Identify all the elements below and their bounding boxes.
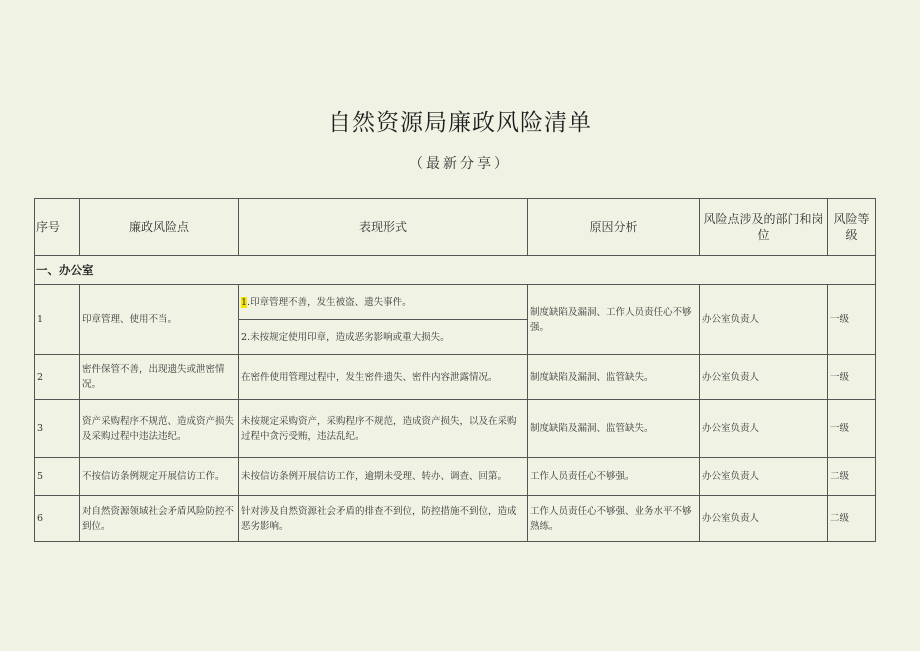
header-no: 序号	[35, 199, 80, 256]
row-form: 针对涉及自然资源社会矛盾的排查不到位，防控措施不到位，造成恶劣影响。	[239, 496, 528, 542]
row-cause: 制度缺陷及漏洞、工作人员责任心不够强。	[528, 285, 700, 355]
page-subtitle: （最新分享）	[409, 156, 511, 172]
section-row	[35, 256, 876, 285]
row-form: 未按信访条例开展信访工作，逾期未受理、转办、调查、回第。	[239, 458, 528, 496]
row-dept: 办公室负责人	[700, 400, 828, 458]
table-row	[35, 285, 876, 320]
row-dept: 办公室负责人	[700, 285, 828, 355]
highlight-mark: 1	[241, 296, 248, 308]
row-level: 二级	[828, 496, 876, 542]
table-row	[35, 458, 876, 496]
row-dept: 办公室负责人	[700, 355, 828, 400]
row-risk-point: 不按信访条例规定开展信访工作。	[80, 458, 239, 496]
header-risk-point: 廉政风险点	[80, 199, 239, 256]
row-cause: 制度缺陷及漏洞、监管缺失。	[528, 355, 700, 400]
row-no: 1	[35, 285, 80, 355]
header-level: 风险等级	[828, 199, 876, 256]
row-no: 3	[35, 400, 80, 458]
row-no: 5	[35, 458, 80, 496]
row-level: 二级	[828, 458, 876, 496]
page-title: 自然资源局廉政风险清单	[328, 110, 592, 136]
row-form: 未按规定采购资产，采购程序不规范，造成资产损失，以及在采购过程中贪污受贿，违法乱纪。	[239, 400, 528, 458]
table-row	[35, 355, 876, 400]
row-risk-point: 对自然资源领域社会矛盾风险防控不到位。	[80, 496, 239, 542]
row-form-1-text: .印章管理不善，发生被盗、遗失事件。	[247, 296, 412, 308]
risk-table	[34, 198, 876, 542]
header-cause: 原因分析	[528, 199, 700, 256]
table-row	[35, 496, 876, 542]
section-title: 一、办公室	[35, 256, 876, 285]
row-risk-point: 印章管理、使用不当。	[80, 285, 239, 355]
row-no: 2	[35, 355, 80, 400]
row-form: 在密件使用管理过程中，发生密件遗失、密件内容泄露情况。	[239, 355, 528, 400]
table-header-row	[35, 199, 876, 256]
row-no: 6	[35, 496, 80, 542]
row-cause: 工作人员责任心不够强、业务水平不够熟练。	[528, 496, 700, 542]
row-risk-point: 资产采购程序不规范、造成资产损失及采购过程中违法违纪。	[80, 400, 239, 458]
row-form-2: 2.未按规定使用印章，造成恶劣影响或重大损失。	[239, 320, 528, 355]
row-dept: 办公室负责人	[700, 496, 828, 542]
row-cause: 工作人员责任心不够强。	[528, 458, 700, 496]
row-level: 一级	[828, 400, 876, 458]
table-row	[35, 400, 876, 458]
row-risk-point: 密件保管不善，出现遗失或泄密情况。	[80, 355, 239, 400]
row-level: 一级	[828, 285, 876, 355]
row-form-1	[239, 285, 528, 320]
header-dept: 风险点涉及的部门和岗位	[700, 199, 828, 256]
header-forms: 表现形式	[239, 199, 528, 256]
row-level: 一级	[828, 355, 876, 400]
row-cause: 制度缺陷及漏洞、监管缺失。	[528, 400, 700, 458]
row-dept: 办公室负责人	[700, 458, 828, 496]
